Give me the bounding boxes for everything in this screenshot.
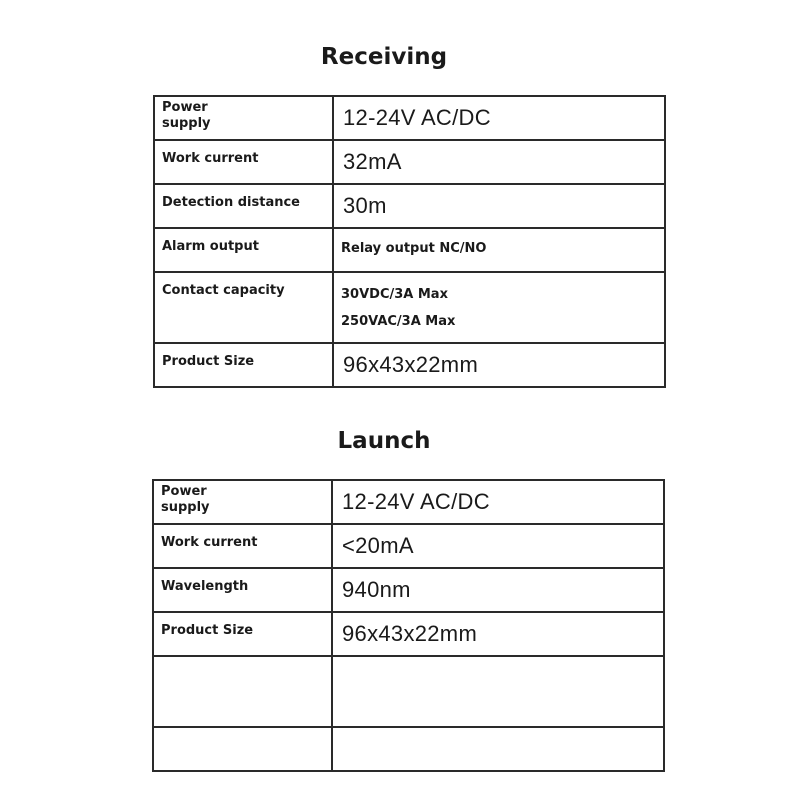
- spec-value-cell: [333, 140, 665, 184]
- launch-spec-table: [152, 479, 665, 772]
- spec-label: Product Size: [162, 354, 255, 369]
- table-row-empty: [153, 656, 664, 727]
- spec-value: 96x43x22mm: [342, 621, 478, 646]
- spec-label-cell-empty: [153, 727, 332, 771]
- spec-value-cell: [333, 272, 665, 343]
- spec-value-cell: [332, 568, 664, 612]
- spec-value-cell: [333, 96, 665, 140]
- table-row: [153, 480, 664, 524]
- spec-label-cell: [153, 524, 332, 568]
- table-row: [153, 568, 664, 612]
- receiving-spec-table: [153, 95, 666, 388]
- spec-label: Detection distance: [162, 195, 300, 210]
- spec-value: 96x43x22mm: [343, 352, 479, 377]
- spec-value: 30m: [343, 193, 387, 218]
- spec-value-cell: [332, 524, 664, 568]
- launch-title: Launch: [337, 428, 431, 454]
- spec-value: <20mA: [342, 533, 414, 558]
- spec-value-cell-empty: [332, 727, 664, 771]
- table-row: [154, 228, 665, 272]
- spec-label-cell: [154, 184, 333, 228]
- spec-value: 12-24V AC/DC: [343, 105, 491, 130]
- table-row-empty: [153, 727, 664, 771]
- spec-value-cell: [333, 184, 665, 228]
- spec-value-line: 30VDC/3A Max: [341, 287, 448, 302]
- spec-label: Power supply: [162, 100, 211, 131]
- spec-value: 12-24V AC/DC: [342, 489, 490, 514]
- table-row: [154, 184, 665, 228]
- spec-label-cell: [154, 96, 333, 140]
- spec-value: 940nm: [342, 577, 411, 602]
- spec-value-cell: [332, 480, 664, 524]
- spec-label-cell: [154, 228, 333, 272]
- spec-value-cell: [332, 612, 664, 656]
- spec-label-cell: [154, 343, 333, 387]
- spec-label-cell: [154, 140, 333, 184]
- spec-label: Alarm output: [162, 239, 259, 254]
- spec-value-cell: [333, 228, 665, 272]
- spec-value-cell: [333, 343, 665, 387]
- spec-label: Contact capacity: [162, 283, 285, 298]
- table-row: [154, 343, 665, 387]
- spec-label: Wavelength: [161, 579, 249, 594]
- table-row: [153, 612, 664, 656]
- spec-label: Product Size: [161, 623, 254, 638]
- spec-value: Relay output NC/NO: [341, 241, 487, 256]
- spec-label: Work current: [161, 535, 258, 550]
- spec-label-cell: [153, 612, 332, 656]
- table-row: [154, 140, 665, 184]
- spec-value: 32mA: [343, 149, 402, 174]
- spec-label: Work current: [162, 151, 259, 166]
- table-row: [154, 96, 665, 140]
- spec-label-cell: [153, 568, 332, 612]
- spec-label-cell-empty: [153, 656, 332, 727]
- table-row: [153, 524, 664, 568]
- spec-label: Power supply: [161, 484, 210, 515]
- spec-label-cell: [154, 272, 333, 343]
- spec-label-cell: [153, 480, 332, 524]
- receiving-title: Receiving: [320, 44, 448, 70]
- spec-value-cell-empty: [332, 656, 664, 727]
- spec-value-line: 250VAC/3A Max: [341, 314, 456, 329]
- table-row: [154, 272, 665, 343]
- spec-value: [334, 273, 664, 335]
